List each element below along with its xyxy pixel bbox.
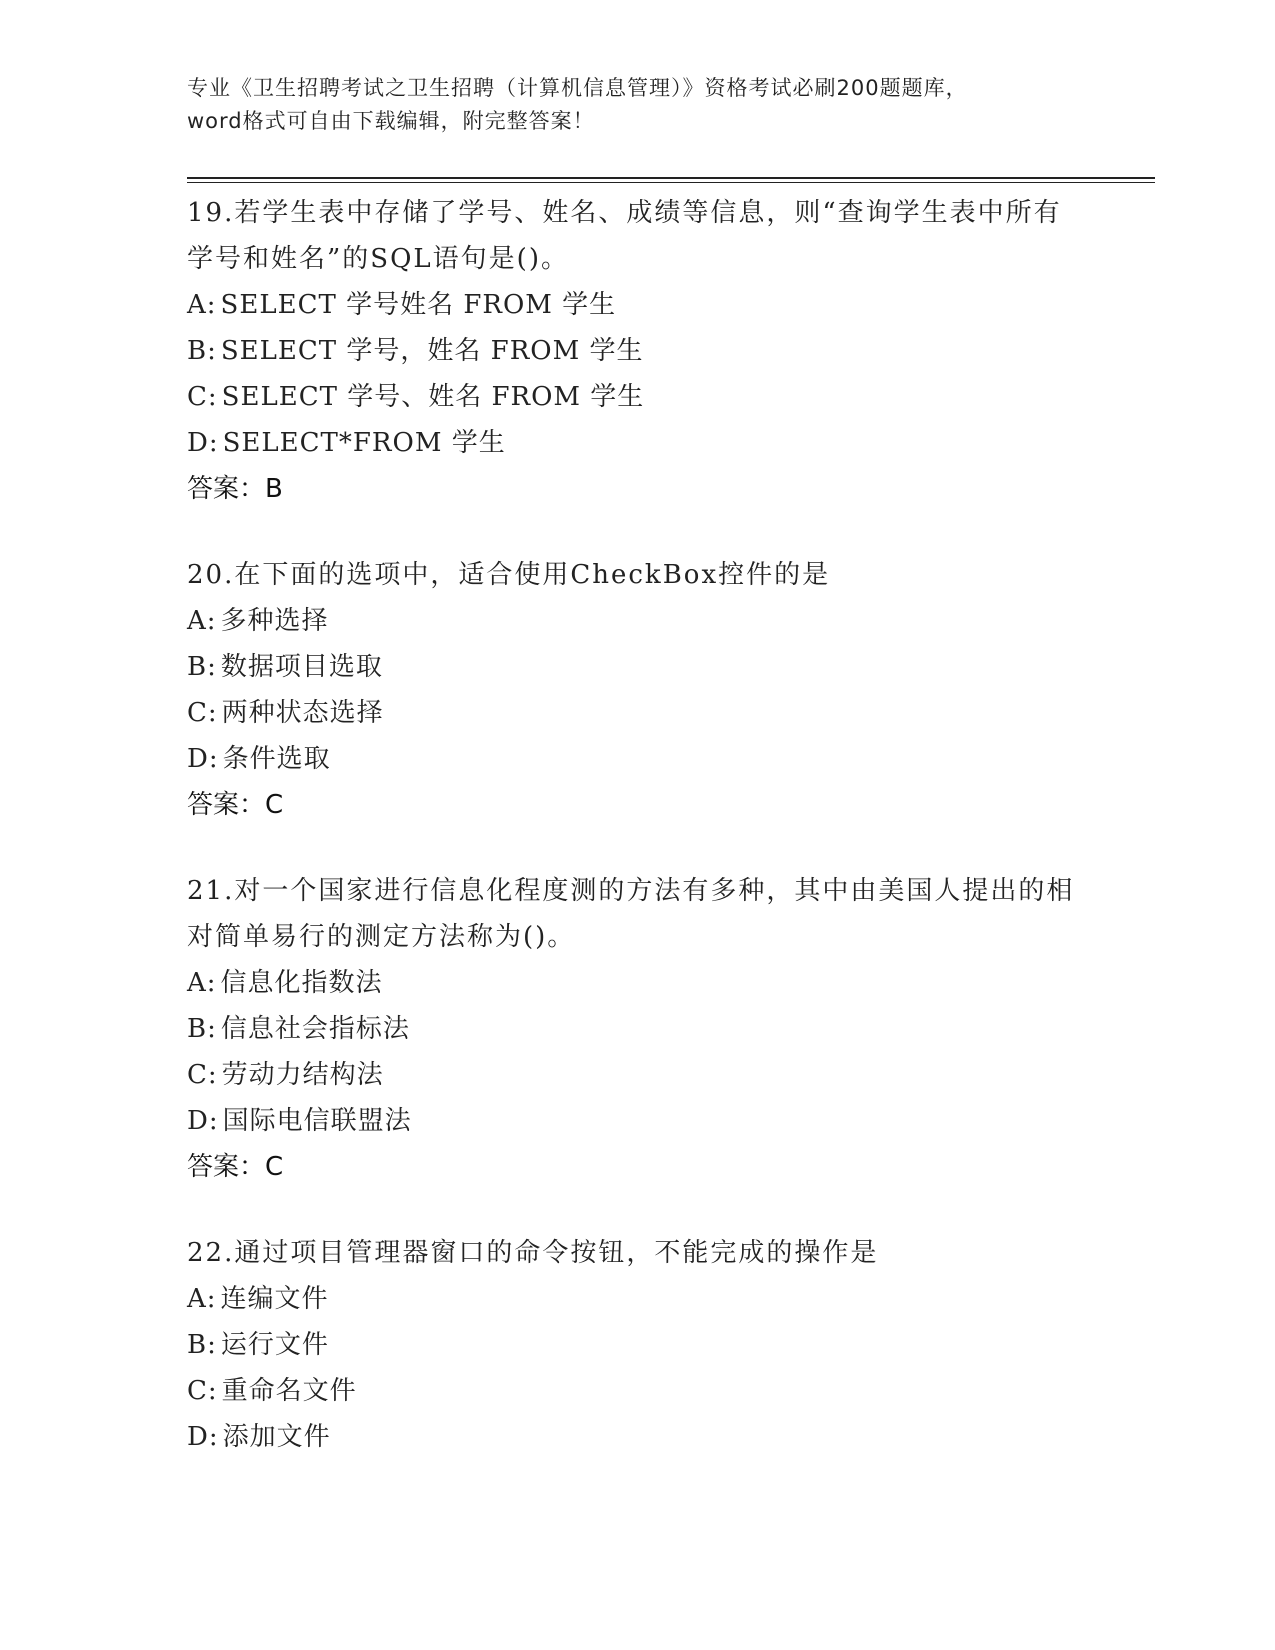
option-letter: D:: [187, 1106, 219, 1136]
option-c: [187, 1368, 1087, 1414]
option-text: 信息社会指标法: [220, 1014, 410, 1044]
option-text: SELECT*FROM 学生: [222, 428, 506, 458]
option-text: 数据项目选取: [220, 652, 383, 682]
option-letter: D:: [187, 1422, 219, 1452]
question-21: [187, 868, 1087, 1190]
option-letter: B:: [187, 336, 217, 366]
option-text: 国际电信联盟法: [222, 1106, 412, 1136]
answer-line: 答案：C: [187, 790, 284, 820]
option-letter: A:: [187, 968, 217, 998]
header-divider-thin: [187, 182, 1155, 183]
question-text: 20.在下面的选项中，适合使用CheckBox控件的是: [187, 560, 831, 590]
option-letter: C:: [187, 382, 218, 412]
option-text: SELECT 学号姓名 FROM 学生: [220, 290, 617, 320]
question-text: 22.通过项目管理器窗口的命令按钮，不能完成的操作是: [187, 1238, 879, 1268]
option-d: [187, 1098, 1087, 1144]
option-b: [187, 1006, 1087, 1052]
option-letter: D:: [187, 428, 219, 458]
option-a: [187, 960, 1087, 1006]
document-header: [187, 72, 1067, 138]
question-19: [187, 190, 1087, 512]
option-text: 条件选取: [222, 744, 331, 774]
option-letter: C:: [187, 698, 218, 728]
option-letter: D:: [187, 744, 219, 774]
option-letter: B:: [187, 1014, 217, 1044]
question-20: [187, 552, 1087, 828]
option-text: SELECT 学号，姓名 FROM 学生: [220, 336, 644, 366]
question-text: 21.对一个国家进行信息化程度测的方法有多种，其中由美国人提出的相对简单易行的测定方法称为()。: [187, 876, 1075, 952]
option-letter: C:: [187, 1376, 218, 1406]
answer-line: 答案：C: [187, 1152, 284, 1182]
option-b: [187, 644, 1087, 690]
option-text: 多种选择: [220, 606, 329, 636]
answer-line: 答案：B: [187, 474, 283, 504]
option-a: [187, 282, 1087, 328]
option-letter: B:: [187, 652, 217, 682]
option-d: [187, 736, 1087, 782]
option-a: [187, 1276, 1087, 1322]
option-text: 连编文件: [220, 1284, 329, 1314]
option-d: [187, 1414, 1087, 1460]
header-divider-thick: [187, 177, 1155, 179]
option-d: [187, 420, 1087, 466]
option-letter: C:: [187, 1060, 218, 1090]
option-text: 添加文件: [222, 1422, 331, 1452]
option-b: [187, 328, 1087, 374]
option-letter: A:: [187, 1284, 217, 1314]
option-c: [187, 374, 1087, 420]
option-text: 两种状态选择: [221, 698, 384, 728]
option-c: [187, 690, 1087, 736]
question-22: [187, 1230, 1087, 1460]
header-line-1: 专业《卫生招聘考试之卫生招聘（计算机信息管理）》资格考试必刷200题题库，: [187, 76, 968, 100]
option-text: 劳动力结构法: [221, 1060, 384, 1090]
option-c: [187, 1052, 1087, 1098]
option-text: 运行文件: [220, 1330, 329, 1360]
option-letter: A:: [187, 290, 217, 320]
question-text: 19.若学生表中存储了学号、姓名、成绩等信息，则“查询学生表中所有学号和姓名”的SQL语句是()。: [187, 198, 1062, 274]
option-text: 重命名文件: [221, 1376, 357, 1406]
option-letter: A:: [187, 606, 217, 636]
option-text: SELECT 学号、姓名 FROM 学生: [221, 382, 645, 412]
option-a: [187, 598, 1087, 644]
option-b: [187, 1322, 1087, 1368]
option-text: 信息化指数法: [220, 968, 383, 998]
option-letter: B:: [187, 1330, 217, 1360]
header-line-2: word格式可自由下载编辑，附完整答案！: [187, 109, 595, 133]
question-list: [187, 190, 1087, 1500]
